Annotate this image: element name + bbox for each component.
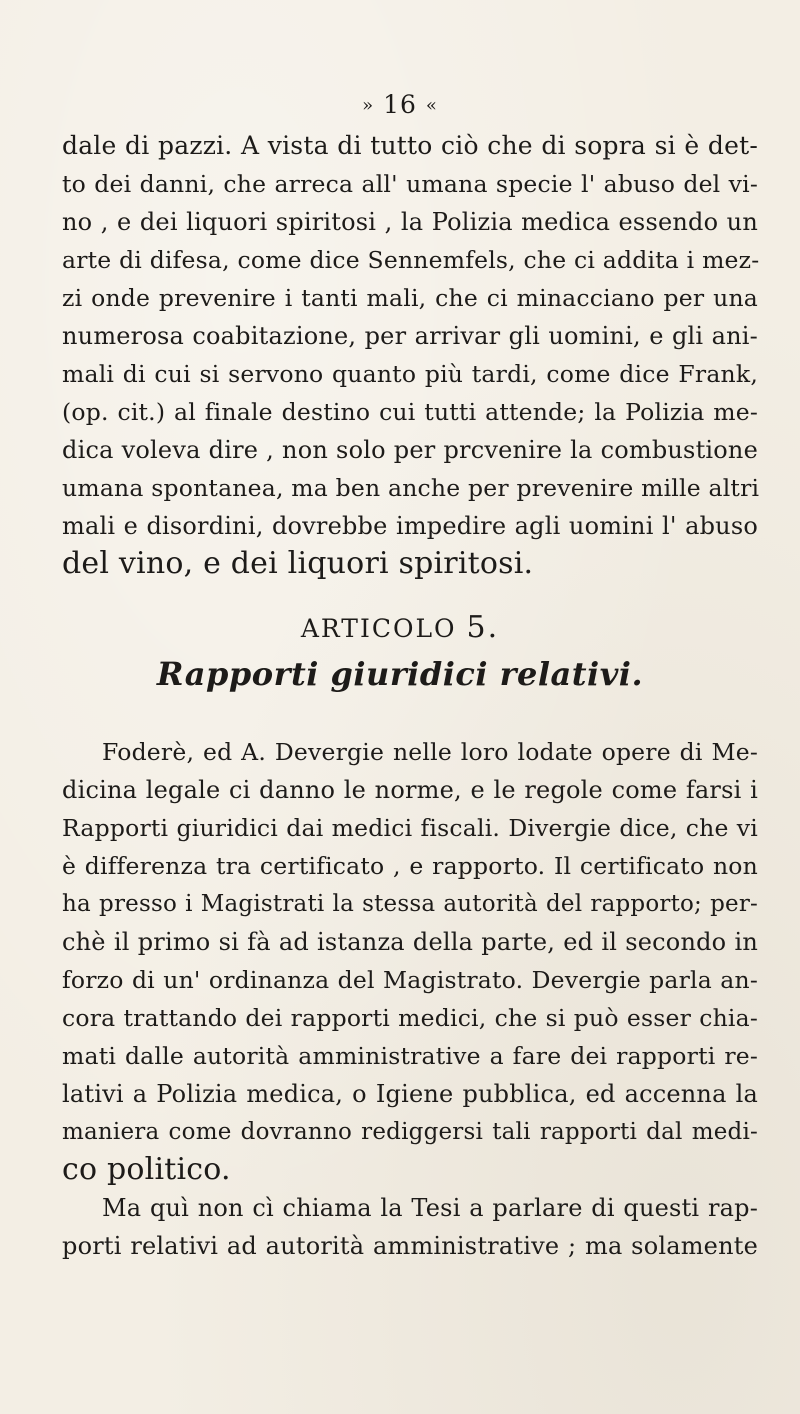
article-heading (0, 610, 800, 645)
paragraph-2-line: Foderè, ed A. Devergie nelle loro lodate opere di Me- (102, 738, 758, 766)
paragraph-1-line: mali di cui si servono quanto più tardi, come dice Frank, (62, 360, 758, 388)
paragraph-2-line: Rapporti giuridici dai medici fiscali. Divergie dice, che vi (62, 814, 758, 842)
paragraph-1-line: no , e dei liquori spiritosi , la Polizia medica essendo un (62, 208, 758, 236)
paragraph-3-line: Ma quì non cì chiama la Tesi a parlare di questi rap- (102, 1194, 758, 1222)
paragraph-1-line: dale di pazzi. A vista di tutto ciò che di sopra si è det- (62, 131, 758, 160)
paragraph-2-line: mati dalle autorità amministrative a fare dei rapporti re- (62, 1042, 758, 1070)
paragraph-2-line: forzo di un' ordinanza del Magistrato. Devergie parla an- (62, 966, 758, 994)
header-open-mark: » (362, 95, 375, 116)
paragraph-3-line: porti relativi ad autorità amministrative ; ma solamente (62, 1232, 758, 1260)
paragraph-2-line: dicina legale ci danno le norme, e le regole come farsi i (62, 776, 758, 804)
article-number: 5. (466, 610, 500, 645)
paragraph-1-line: (op. cit.) al finale destino cui tutti attende; la Polizia me- (62, 398, 758, 426)
paragraph-1-line: dica voleva dire , non solo per prcvenire la combustione (62, 436, 758, 464)
paragraph-2-line: cora trattando dei rapporti medici, che si può esser chia- (62, 1004, 758, 1032)
paragraph-1-line: del vino, e dei liquori spiritosi. (62, 546, 534, 581)
paragraph-2-line: chè il primo si fà ad istanza della parte, ed il secondo in (62, 928, 758, 956)
paragraph-2-line: lativi a Polizia medica, o Igiene pubblica, ed accenna la (62, 1080, 758, 1108)
paragraph-1-line: umana spontanea, ma ben anche per prevenire mille altri (62, 474, 760, 502)
article-label: ARTICOLO (300, 614, 457, 643)
article-title: Rapporti giuridici relativi. (156, 655, 644, 693)
paragraph-1-line: numerosa coabitazione, per arrivar gli uomini, e gli ani- (62, 322, 758, 350)
header-close-mark: « (425, 95, 438, 116)
paragraph-1-line: arte di difesa, come dice Sennemfels, che ci addita i mez- (62, 246, 760, 274)
paragraph-2-line: co politico. (62, 1152, 231, 1187)
page-number: 16 (383, 90, 417, 119)
page-header (0, 90, 800, 119)
paragraph-1-line: mali e disordini, dovrebbe impedire agli uomini l' abuso (62, 512, 758, 540)
paragraph-1-line: to dei danni, che arreca all' umana specie l' abuso del vi- (62, 170, 758, 198)
paragraph-2-line: maniera come dovranno rediggersi tali rapporti dal medi- (62, 1119, 758, 1145)
paragraph-2-line: ha presso i Magistrati la stessa autorità del rapporto; per- (62, 891, 758, 917)
paragraph-2-line: è differenza tra certificato , e rapporto. Il certificato non (62, 852, 758, 880)
paragraph-1-line: zi onde prevenire i tanti mali, che ci minacciano per una (62, 284, 758, 312)
